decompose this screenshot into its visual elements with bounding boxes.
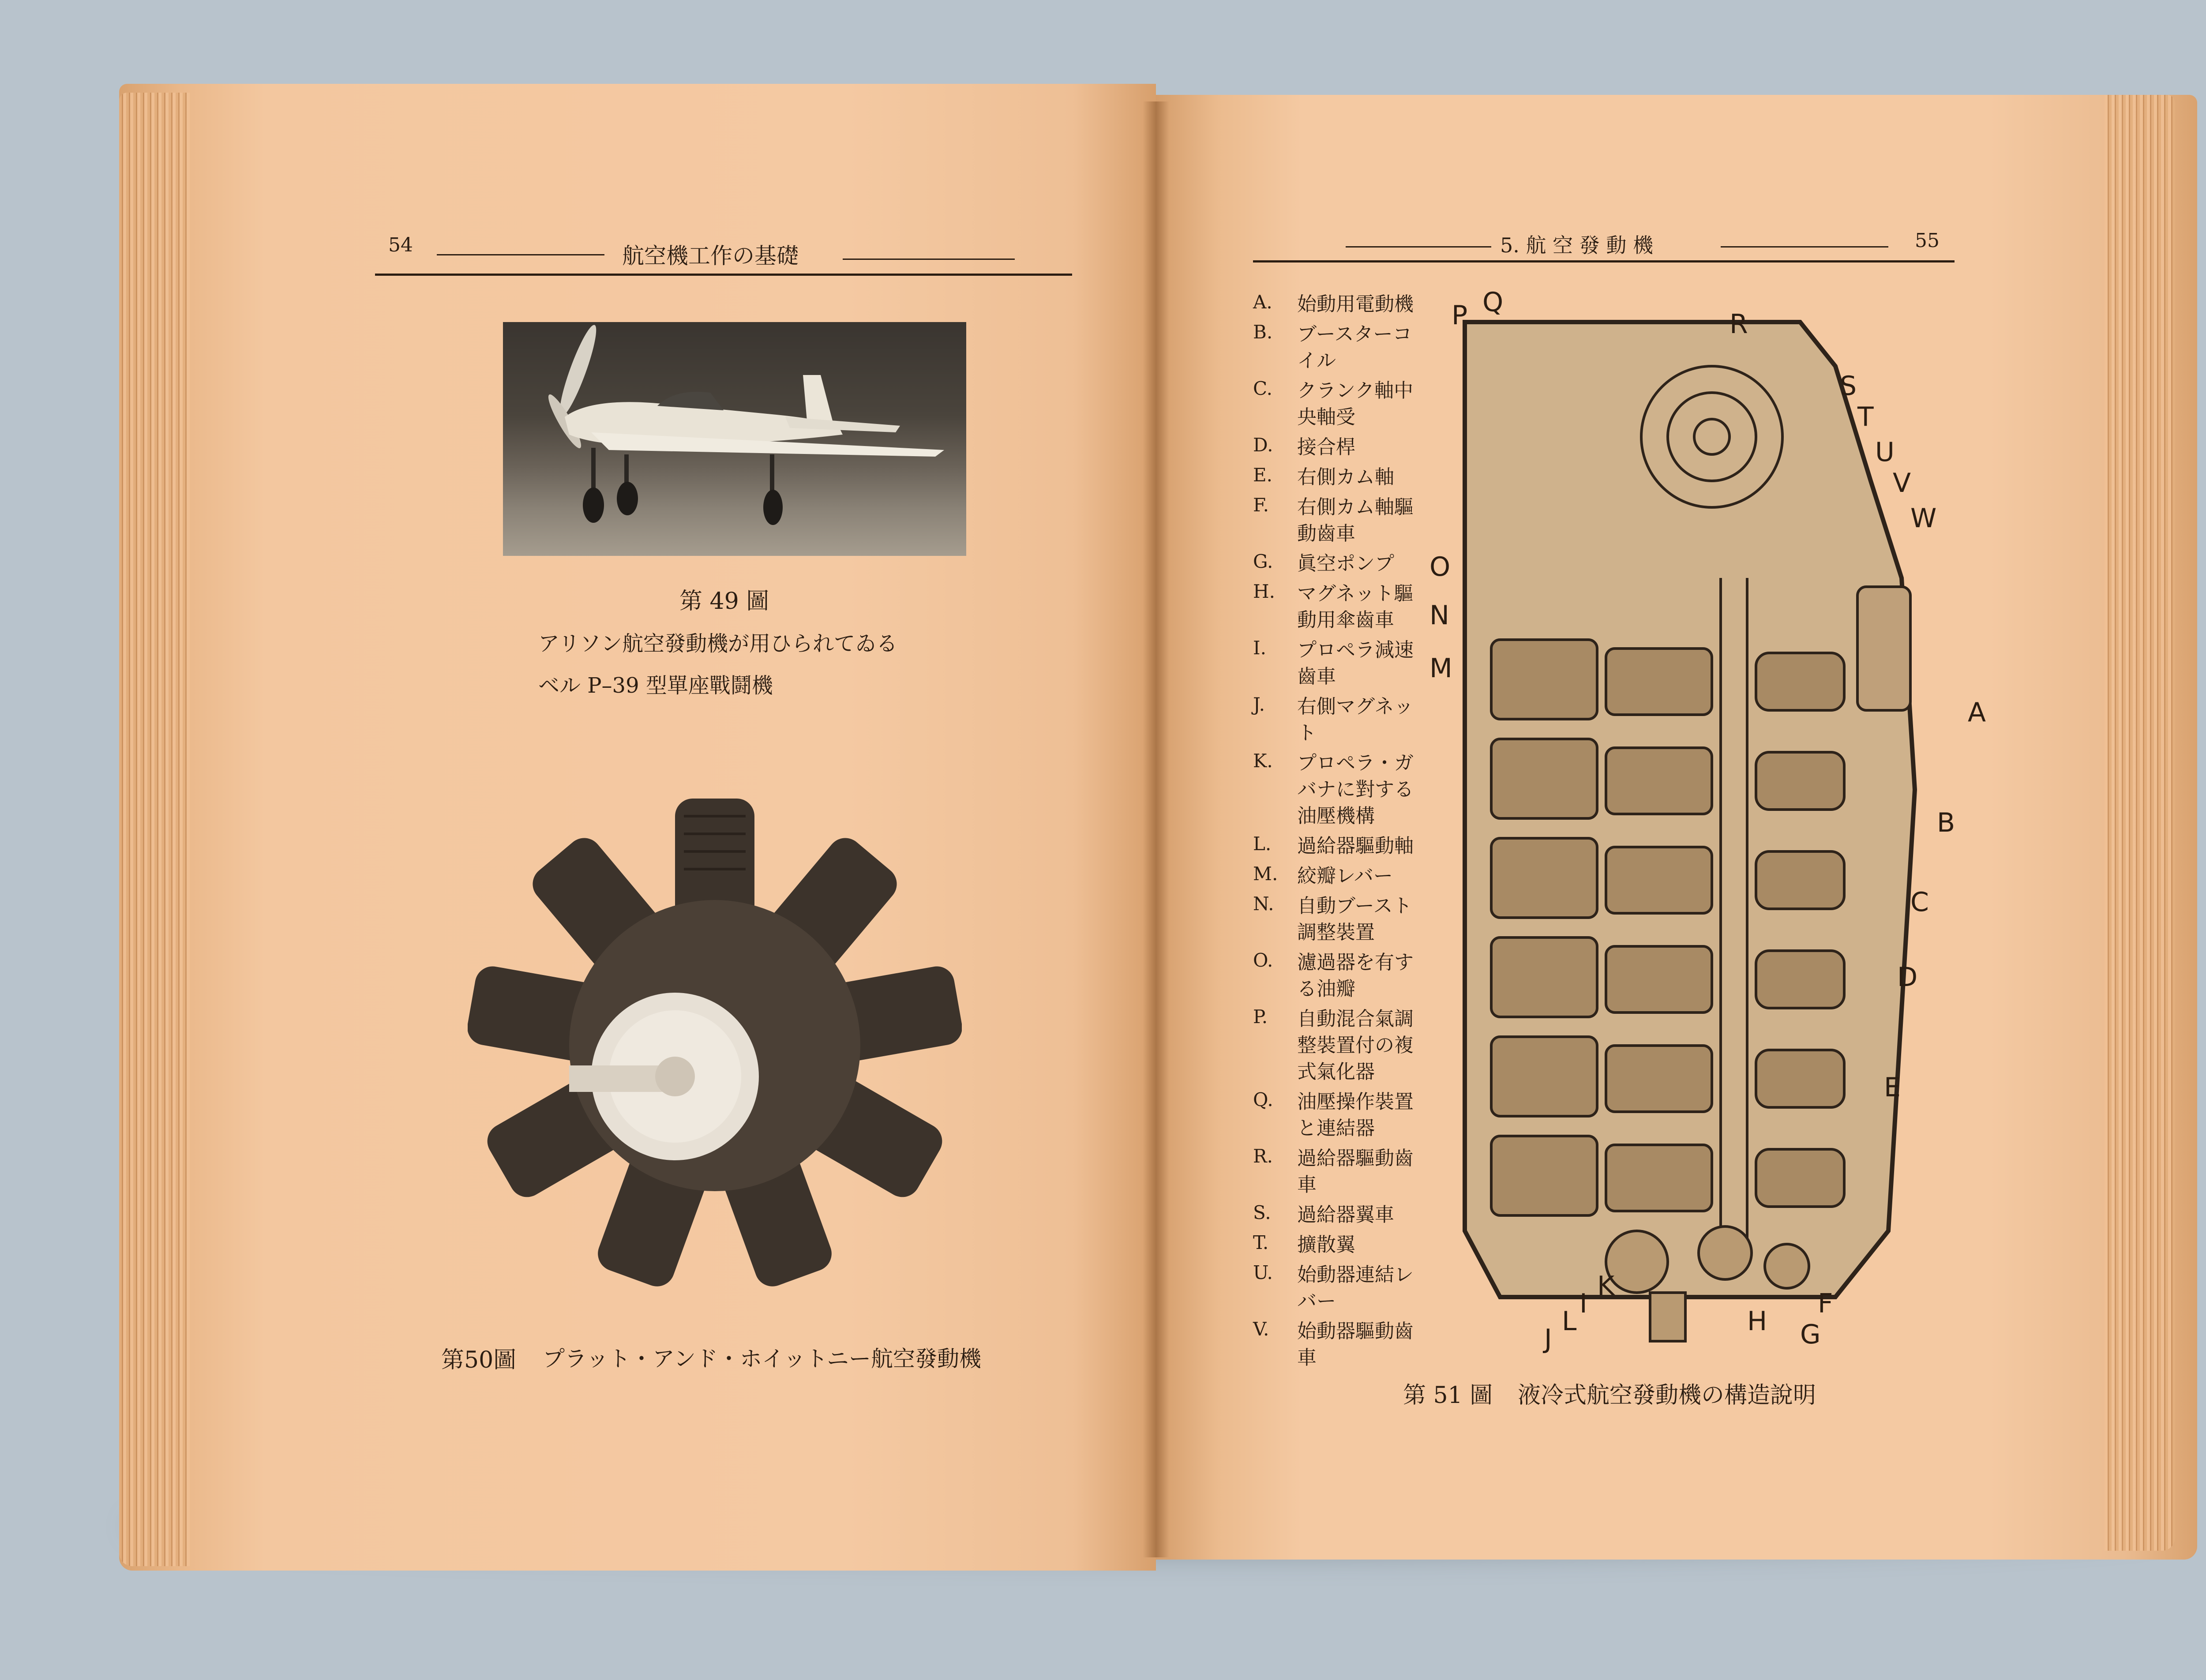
right-page-number: 55 [1915, 229, 1940, 252]
left-head-rule-1 [437, 254, 604, 255]
callout-i: I [1579, 1288, 1587, 1319]
legend-text: 始動用電動機 [1297, 293, 1414, 315]
legend-item [1253, 1145, 1421, 1198]
legend-item [1253, 637, 1421, 690]
figure-49-caption-line1: アリソン航空發動機が用ひられてゐる [538, 631, 898, 656]
legend-letter: L. [1253, 833, 1272, 855]
legend-text: プロペラ減速齒車 [1297, 639, 1414, 688]
legend-letter: K. [1253, 750, 1273, 772]
callout-h: H [1747, 1306, 1767, 1337]
radial-engine-photo [468, 772, 962, 1319]
legend-item [1253, 321, 1421, 374]
callout-e: E [1884, 1072, 1901, 1103]
legend-item [1253, 378, 1421, 431]
legend-letter: V. [1253, 1318, 1269, 1340]
callout-f: F [1818, 1288, 1833, 1319]
legend-item [1253, 1262, 1421, 1315]
legend-text: 過給器驅動齒車 [1297, 1147, 1414, 1196]
legend-letter: U. [1253, 1262, 1273, 1283]
legend-text: 濾過器を有する油瓣 [1297, 951, 1414, 1000]
callout-j: J [1544, 1324, 1552, 1354]
legend-letter: G. [1253, 551, 1273, 572]
crank-throw [1756, 951, 1844, 1008]
legend-letter: H. [1253, 581, 1275, 602]
legend-item [1253, 1202, 1421, 1228]
legend-item [1253, 1232, 1421, 1258]
legend-letter: D. [1253, 434, 1273, 456]
legend-item [1253, 434, 1421, 461]
legend-text: 眞空ポンプ [1297, 552, 1394, 575]
legend-item [1253, 494, 1421, 547]
legend-letter: C. [1253, 378, 1272, 399]
legend-item [1253, 1318, 1421, 1371]
cylinder-piston [1606, 748, 1712, 814]
legend-text: プロペラ・ガバナに對する油壓機構 [1297, 752, 1414, 827]
callout-a: A [1968, 697, 1986, 728]
cylinder-bank-left [1491, 1136, 1597, 1215]
callout-q: Q [1482, 287, 1504, 318]
crank-throw [1756, 653, 1844, 710]
callout-o: O [1429, 551, 1451, 582]
figure-51-number: 第 51 圖 [1403, 1382, 1493, 1409]
right-head-baseline [1253, 260, 1955, 262]
legend-item [1253, 863, 1421, 889]
crank-throw [1756, 752, 1844, 810]
callout-m: M [1429, 653, 1452, 684]
figure-50-caption: プラット・アンド・ホイットニー航空發動機 [543, 1346, 981, 1372]
cylinder-piston [1606, 649, 1712, 715]
cylinder-piston [1606, 1046, 1712, 1112]
callout-u: U [1875, 437, 1895, 468]
legend-item [1253, 750, 1421, 829]
fighter-plane-photo [503, 322, 966, 556]
crank-throw [1756, 851, 1844, 909]
radial-engine-illustration [468, 772, 962, 1319]
legend-letter: Q. [1253, 1089, 1273, 1110]
legend-item [1253, 833, 1421, 859]
figure-50-number: 第50圖 [441, 1347, 517, 1373]
legend-letter: I. [1253, 637, 1266, 659]
right-running-title: 5. 航 空 發 動 機 [1500, 233, 1653, 257]
left-page-edges [119, 93, 190, 1566]
callout-g: G [1800, 1319, 1821, 1350]
legend-text: 自動ブースト調整裝置 [1297, 895, 1412, 944]
legend-item [1253, 949, 1421, 1002]
legend-item [1253, 1089, 1421, 1142]
cylinder-bank-left [1491, 1037, 1597, 1116]
legend-text: 右側カム軸 [1297, 466, 1394, 488]
legend-letter: T. [1253, 1232, 1269, 1253]
legend-text: 右側マグネット [1297, 695, 1414, 744]
legend-text: 自動混合氣調整裝置付の複式氣化器 [1297, 1008, 1414, 1083]
legend-letter: R. [1253, 1145, 1273, 1167]
legend-letter: M. [1253, 863, 1278, 885]
legend-item [1253, 551, 1421, 577]
legend-item [1253, 581, 1421, 634]
callout-s: S [1840, 371, 1857, 401]
cylinder-piston [1606, 1145, 1712, 1211]
legend-letter: O. [1253, 949, 1273, 971]
legend-text: 接合桿 [1297, 436, 1355, 458]
legend-letter: E. [1253, 464, 1273, 486]
callout-k: K [1597, 1271, 1615, 1301]
callout-l: L [1562, 1306, 1577, 1337]
callout-v: V [1893, 468, 1911, 499]
legend-text: 始動器驅動齒車 [1297, 1320, 1414, 1369]
callout-d: D [1897, 962, 1918, 993]
legend-letter: F. [1253, 494, 1269, 516]
legend-text: 始動器連結レバー [1297, 1264, 1414, 1312]
cylinder-piston [1606, 847, 1712, 913]
crank-throw [1756, 1149, 1844, 1207]
legend-item [1253, 291, 1421, 318]
book-spine [1143, 101, 1169, 1557]
cylinder-bank-left [1491, 739, 1597, 818]
right-head-rule-1 [1346, 246, 1491, 248]
legend-letter: P. [1253, 1006, 1268, 1028]
figure-49-number: 第 49 圖 [679, 588, 769, 615]
cylinder-piston [1606, 946, 1712, 1012]
legend-letter: B. [1253, 321, 1273, 343]
legend-text: クランク軸中央軸受 [1297, 379, 1414, 428]
legend-text: 過給器驅動軸 [1297, 835, 1414, 857]
legend-letter: A. [1253, 291, 1272, 313]
cylinder-bank-left [1491, 640, 1597, 719]
right-head-rule-2 [1721, 246, 1888, 248]
left-page-number: 54 [388, 234, 413, 256]
callout-r: R [1730, 309, 1748, 340]
legend-text: 右側カム軸驅動齒車 [1297, 496, 1414, 545]
engine-parts-legend [1253, 291, 1421, 1375]
callout-b: B [1937, 807, 1955, 838]
legend-item [1253, 893, 1421, 946]
callout-n: N [1429, 600, 1449, 631]
cylinder-bank-left [1491, 938, 1597, 1017]
legend-text: 絞瓣レバー [1297, 865, 1393, 887]
figure-49-caption-line2: ベル P–39 型單座戰鬪機 [538, 673, 773, 698]
callout-c: C [1910, 887, 1929, 918]
legend-item [1253, 1006, 1421, 1085]
crank-throw [1756, 1050, 1844, 1107]
legend-text: ブースターコイル [1297, 323, 1412, 372]
left-running-title: 航空機工作の基礎 [622, 243, 799, 269]
legend-item [1253, 464, 1421, 491]
legend-text: 擴散翼 [1297, 1234, 1355, 1256]
right-page-edges [2105, 95, 2175, 1551]
legend-text: マグネット驅動用傘齒車 [1297, 582, 1414, 631]
cylinder-bank-left [1491, 838, 1597, 918]
legend-text: 過給器翼車 [1297, 1204, 1394, 1226]
left-head-baseline [375, 274, 1072, 276]
callout-p: P [1452, 300, 1468, 331]
legend-letter: N. [1253, 893, 1274, 915]
legend-letter: J. [1253, 694, 1265, 715]
legend-letter: S. [1253, 1202, 1271, 1223]
legend-item [1253, 694, 1421, 746]
figure-51-caption: 液冷式航空發動機の構造說明 [1518, 1382, 1816, 1409]
callout-w: W [1910, 503, 1937, 534]
fighter-plane-illustration [503, 322, 966, 556]
left-head-rule-2 [843, 259, 1015, 260]
callout-t: T [1857, 401, 1874, 432]
legend-text: 油壓操作裝置と連結器 [1297, 1091, 1414, 1140]
